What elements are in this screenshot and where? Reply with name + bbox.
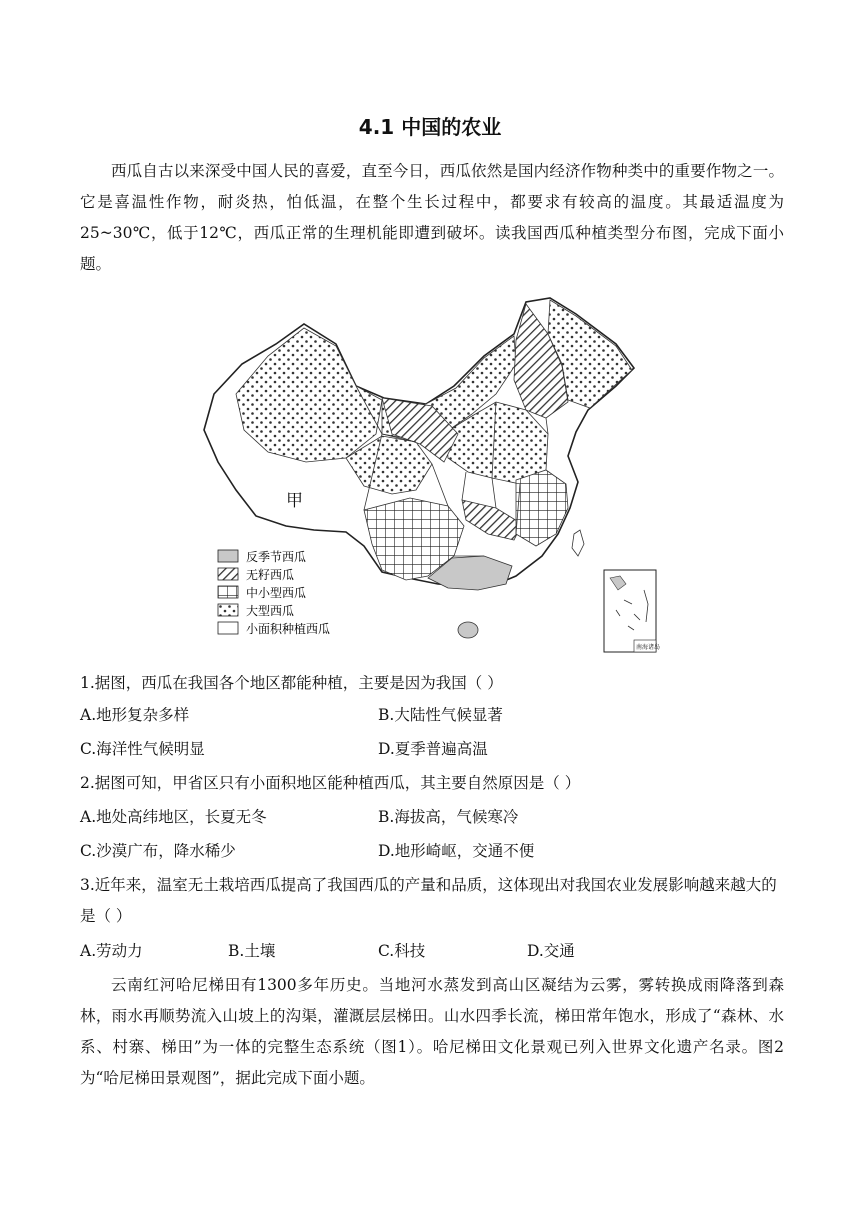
q2-option-d[interactable]: D.地形崎岖，交通不便 <box>378 842 535 860</box>
south-china-sea-inset <box>604 570 660 652</box>
q1-option-b[interactable]: B.大陆性气候显著 <box>378 706 503 724</box>
inset-label: 南海诸岛 <box>636 644 661 651</box>
question-3-stem: 3.近年来，温室无土栽培西瓜提高了我国西瓜的产量和品质，这体现出对我国农业发展影响越来越大的是（ ） <box>80 876 777 925</box>
region-offseason-hainan <box>458 622 478 638</box>
legend-swatch-gray <box>218 550 238 562</box>
q2-option-b[interactable]: B.海拔高，气候寒冷 <box>378 808 519 826</box>
q2-option-a[interactable]: A.地处高纬地区，长夏无冬 <box>80 808 267 826</box>
legend-swatch-dots <box>218 604 238 616</box>
q1-option-d[interactable]: D.夏季普遍高温 <box>378 740 488 758</box>
region-taiwan <box>572 530 584 556</box>
legend-label-smallmedium: 中小型西瓜 <box>246 586 307 600</box>
region-smallmedium-east <box>516 470 568 546</box>
legend-label-seedless: 无籽西瓜 <box>246 568 295 582</box>
question-1-stem: 1.据图，西瓜在我国各个地区都能种植，主要是因为我国（ ） <box>80 674 503 692</box>
legend-label-small-area: 小面积种植西瓜 <box>246 622 331 636</box>
page-title: 4.1 中国的农业 <box>358 115 502 139</box>
q1-option-c[interactable]: C.海洋性气候明显 <box>80 740 205 758</box>
region-large-west <box>236 328 382 462</box>
region-jia-label: 甲 <box>286 491 303 511</box>
q3-option-b[interactable]: B.土壤 <box>228 942 276 960</box>
watermelon-distribution-map <box>196 294 664 658</box>
q2-option-c[interactable]: C.沙漠广布，降水稀少 <box>80 842 236 860</box>
q3-option-d[interactable]: D.交通 <box>527 942 575 960</box>
map-legend <box>218 549 330 636</box>
legend-swatch-grid <box>218 586 238 598</box>
legend-label-offseason: 反季节西瓜 <box>246 550 307 564</box>
legend-label-large: 大型西瓜 <box>246 604 295 618</box>
q1-option-a[interactable]: A.地形复杂多样 <box>80 706 190 724</box>
legend-swatch-blank <box>218 622 238 634</box>
q3-option-c[interactable]: C.科技 <box>378 942 426 960</box>
question-2-stem: 2.据图可知，甲省区只有小面积地区能种植西瓜，其主要自然原因是（ ） <box>80 774 581 792</box>
legend-swatch-hatch <box>218 568 238 580</box>
passage-2: 云南红河哈尼梯田有1300多年历史。当地河水蒸发到高山区凝结为云雾，雾转换成雨降落到森林，雨水再顺势流入山坡上的沟渠，灌溉层层梯田。山水四季长流，梯田常年饱水，形成了“森林、水系、村寨、梯田”为一体的完整生态系统（图1）。哈尼梯田文化景观已列入世界文化遗产名录。图2为“哈尼梯田景观图”，据此完成下面小题。 <box>80 976 784 1087</box>
q3-option-a[interactable]: A.劳动力 <box>80 942 143 960</box>
intro-paragraph: 西瓜自古以来深受中国人民的喜爱，直至今日，西瓜依然是国内经济作物种类中的重要作物之一。它是喜温性作物，耐炎热，怕低温，在整个生长过程中，都要求有较高的温度。其最适温度为25~30℃，低于12℃，西瓜正常的生理机能即遭到破坏。读我国西瓜种植类型分布图，完成下面小题。 <box>80 162 784 273</box>
